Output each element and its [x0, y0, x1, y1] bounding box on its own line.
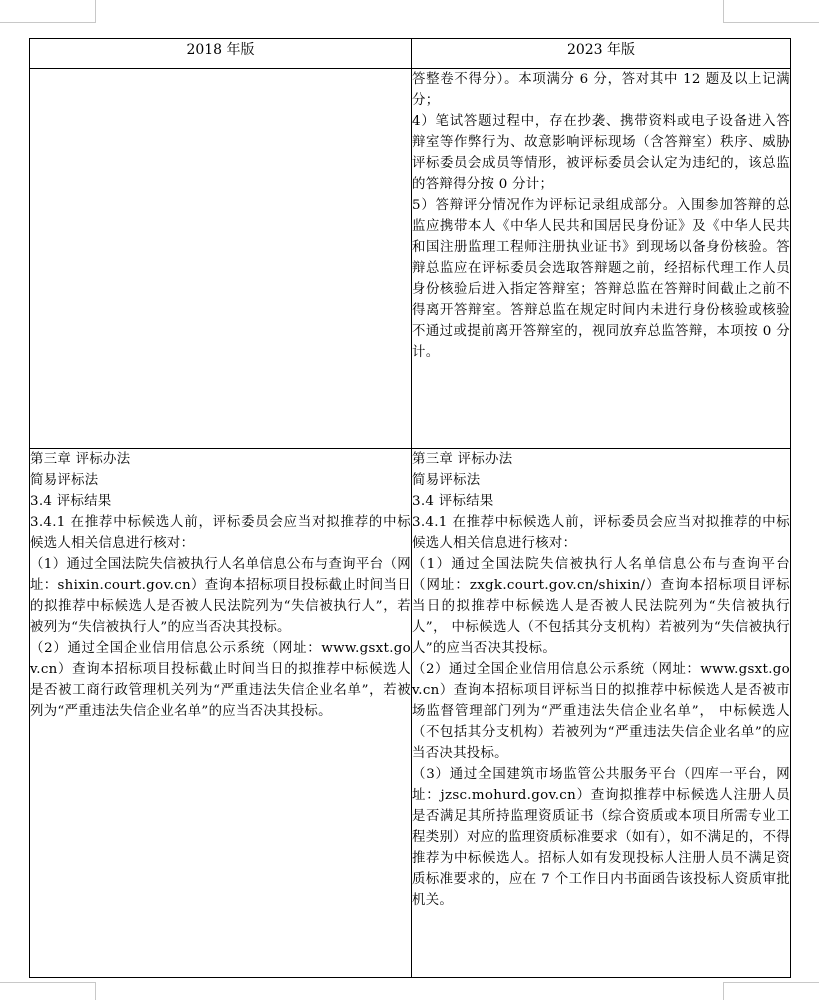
item-text: （1）通过全国法院失信被执行人名单信息公布与查询平台（网址：shixin.court.gov.cn）查询本招标项目投标截止时间当日的拟推荐中标候选人是否被人民法院列为“失信被执行人”，若被列为“失信被执行人”的应当否决其投标。 — [30, 557, 411, 635]
paragraph: 4）笔试答题过程中，存在抄袭、携带资料或电子设备进入答辩室等作弊行为、故意影响评标现场（含答辩室）秩序、威胁评标委员会成员等情形，被评标委员会认定为违纪的，该总监的答辩得分按 0 分计； — [412, 114, 790, 192]
table-row — [30, 449, 791, 978]
header-row — [30, 39, 791, 69]
chapter-heading: 第三章 评标办法 — [30, 452, 131, 467]
method-heading: 简易评标法 — [412, 473, 481, 488]
section-heading: 3.4 评标结果 — [30, 494, 112, 509]
section-heading: 3.4 评标结果 — [412, 494, 494, 509]
clause-text: 3.4.1 在推荐中标候选人前，评标委员会应当对拟推荐的中标候选人相关信息进行核对： — [412, 515, 790, 551]
crop-mark-bottom-left — [0, 982, 96, 1000]
col-header-2023: 2023 年版 — [412, 39, 791, 69]
cell-2023-evaluation-result — [412, 449, 791, 978]
method-heading: 简易评标法 — [30, 473, 99, 488]
item-text: （1）通过全国法院失信被执行人名单信息公布与查询平台（网址：zxgk.court.gov.cn/shixin/）查询本招标项目评标当日的拟推荐中标候选人是否被人民法院列为“失信被执行人”， 中标候选人（不包括其分支机构）若被列为“失信被执行人”的应当否决其投标。 — [412, 557, 790, 656]
comparison-table — [29, 38, 791, 978]
paragraph: 5）答辩评分情况作为评标记录组成部分。入围参加答辩的总监应携带本人《中华人民共和国居民身份证》及《中华人民共和国注册监理工程师注册执业证书》到现场以备身份核验。答辩总监应在评标委员会选取答辩题之前，经招标代理工作人员身份核验后进入指定答辩室；答辩总监在答辩时间截止之前不得离开答辩室。答辩总监在规定时间内未进行身份核验或核验不通过或提前离开答辩室的，视同放弃总监答辩，本项按 0 分计。 — [412, 198, 790, 360]
crop-mark-top-left — [0, 0, 96, 23]
item-text: （2）通过全国企业信用信息公示系统（网址：www.gsxt.gov.cn）查询本招标项目投标截止时间当日的拟推荐中标候选人是否被工商行政管理机关列为“严重违法失信企业名单”，若被列为“严重违法失信企业名单”的应当否决其投标。 — [30, 641, 411, 719]
col-header-2018: 2018 年版 — [30, 39, 412, 69]
cell-2018-evaluation-result — [30, 449, 412, 978]
item-text: （2）通过全国企业信用信息公示系统（网址：www.gsxt.gov.cn）查询本招标项目评标当日的拟推荐中标候选人是否被市场监督管理部门列为“严重违法失信企业名单”， 中标候选人（不包括其分支机构）若被列为“严重违法失信企业名单”的应当否决其投标。 — [412, 662, 790, 761]
cell-2023-evaluation — [412, 69, 791, 449]
paragraph: 答整卷不得分）。本项满分 6 分，答对其中 12 题及以上记满分； — [412, 72, 790, 108]
clause-text: 3.4.1 在推荐中标候选人前，评标委员会应当对拟推荐的中标候选人相关信息进行核对： — [30, 515, 411, 551]
table-row — [30, 69, 791, 449]
cell-2018-evaluation-empty — [30, 69, 412, 449]
crop-mark-bottom-right — [723, 982, 819, 1000]
crop-mark-top-right — [723, 0, 819, 23]
chapter-heading: 第三章 评标办法 — [412, 452, 513, 467]
item-text: （3）通过全国建筑市场监管公共服务平台（四库一平台，网址：jzsc.mohurd.gov.cn）查询拟推荐中标候选人注册人员是否满足其所持监理资质证书（综合资质或本项目所需专业工程类别）对应的监理资质标准要求（如有），如不满足的，不得推荐为中标候选人。招标人如有发现投标人注册人员不满足资质标准要求的，应在 7 个工作日内书面函告该投标人资质审批机关。 — [412, 767, 790, 908]
